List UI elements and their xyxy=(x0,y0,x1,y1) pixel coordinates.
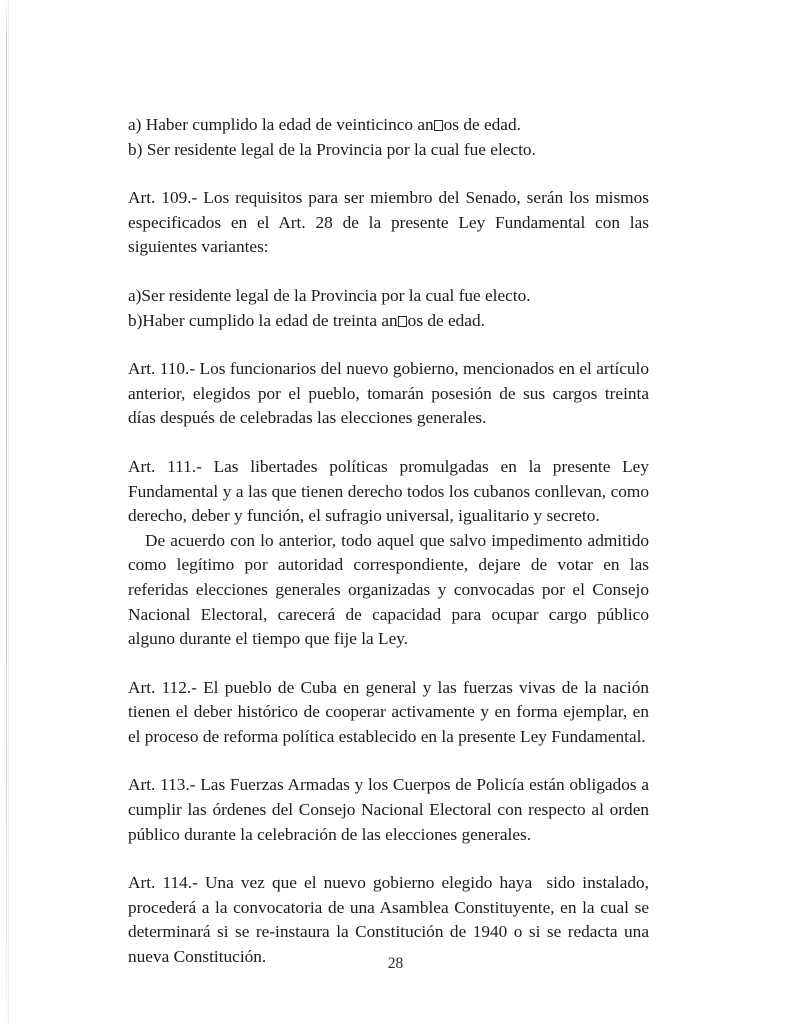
scan-artifact-line xyxy=(6,0,7,1024)
list-item-a-diputado xyxy=(128,113,649,138)
article-114-paragraph: Art. 114.- Una vez que el nuevo gobierno elegido haya sido instalado, procederá a la convocatoria de una Asamblea Constituyente, en la cual se determinará si se re-instaura la Constitución de 1940 o si se redacta una nueva Constitución. xyxy=(128,873,654,967)
list-item-b-senador-text: b)Haber cumplido la edad de treinta an xyxy=(128,310,398,330)
scan-artifact-line-secondary xyxy=(8,0,9,1024)
list-item-a-diputado-tail: os de edad. xyxy=(443,115,521,134)
list-item-b-diputado: b) Ser residente legal de la Provincia por la cual fue electo. xyxy=(128,139,536,159)
list-item-a-diputado-text: a) Haber cumplido la edad de veinticinco an xyxy=(128,115,434,134)
missing-glyph-box-icon xyxy=(434,120,443,131)
list-item-a-senador: a)Ser residente legal de la Provincia por la cual fue electo. xyxy=(128,285,531,305)
article-112-paragraph: Art. 112.- El pueblo de Cuba en general y las fuerzas vivas de la nación tienen el deber histórico de cooperar activamente y en forma ejemplar, en el proceso de reforma política establecido en la presente Ley Fundamental. xyxy=(128,677,654,746)
missing-glyph-box-icon xyxy=(398,316,407,327)
article-110-paragraph: Art. 110.- Los funcionarios del nuevo gobierno, mencionados en el artículo anterior, elegidos por el pueblo, tomarán posesión de sus cargos treinta días después de celebradas las elecciones generales. xyxy=(128,359,654,428)
page-number: 28 xyxy=(387,955,404,972)
list-item-b-senador-tail: os de edad. xyxy=(407,310,485,330)
article-111-continuation-paragraph: De acuerdo con lo anterior, todo aquel que salvo impedimento admitido como legítimo por autoridad correspondiente, dejare de votar en las referidas elecciones generales organizadas y convocadas por el Consejo Nacional Electoral, carecerá de capacidad para ocupar cargo público alguno durante el tiempo que fije la Ley. xyxy=(128,530,654,649)
article-113-paragraph: Art. 113.- Las Fuerzas Armadas y los Cuerpos de Policía están obligados a cumplir las órdenes del Consejo Nacional Electoral con respecto al orden público durante la celebración de las elecciones generales. xyxy=(128,775,654,844)
page-text-column xyxy=(128,113,654,970)
list-item-b-senador xyxy=(128,309,649,334)
article-109-paragraph: Art. 109.- Los requisitos para ser miembro del Senado, serán los mismos especificados en el Art. 28 de la presente Ley Fundamental con las siguientes variantes: xyxy=(128,188,654,257)
article-111-paragraph: Art. 111.- Las libertades políticas promulgadas en la presente Ley Fundamental y a las que tienen derecho todos los cubanos conllevan, como derecho, deber y función, el sufragio universal, igualitario y secreto. xyxy=(128,456,654,526)
